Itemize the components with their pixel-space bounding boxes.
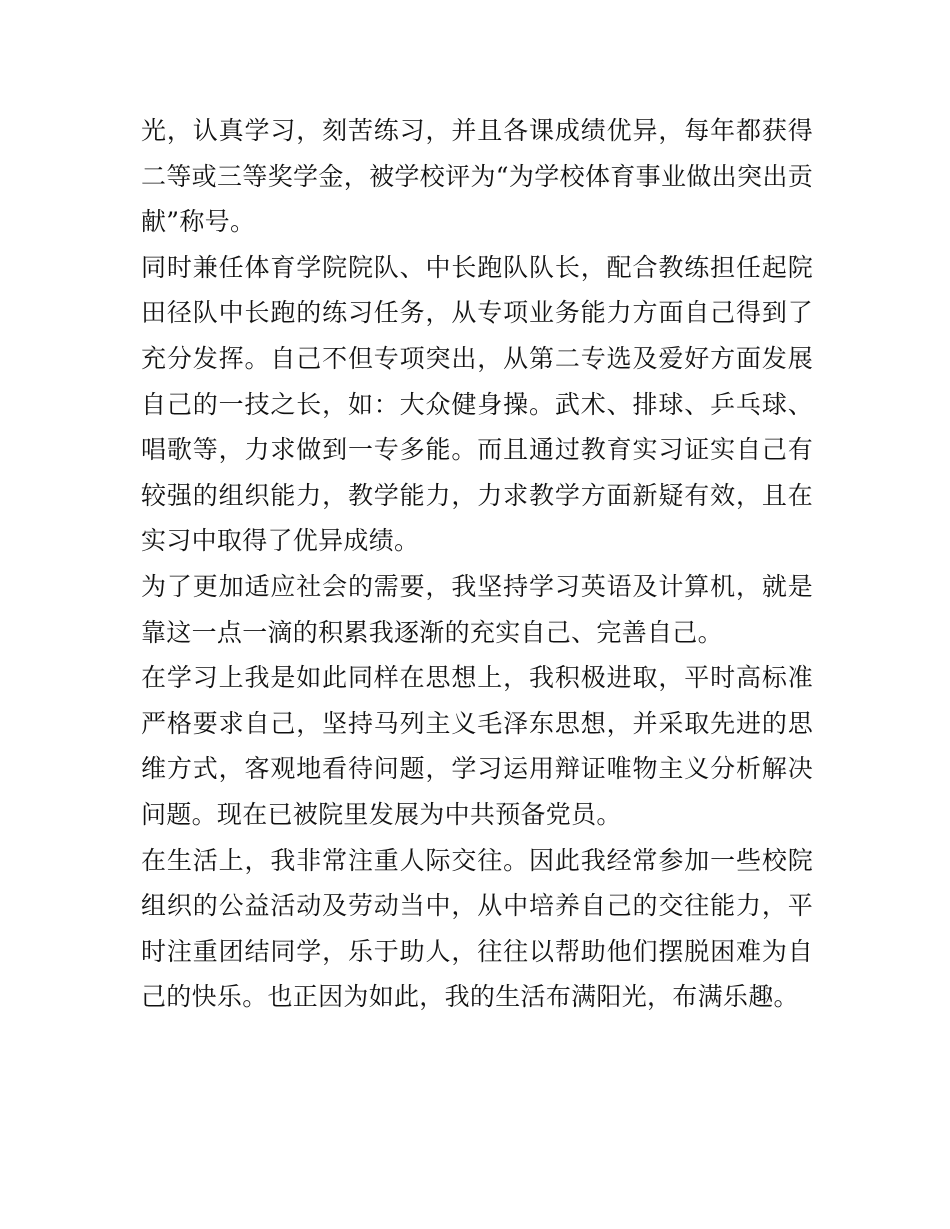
- paragraph: 在生活上，我非常注重人际交往。因此我经常参加一些校院组织的公益活动及劳动当中，从中培养自己的交往能力，平时注重团结同学，乐于助人，往往以帮助他们摆脱困难为自己的快乐。也正因为如此，我的生活布满阳光，布满乐趣。: [141, 845, 813, 1012]
- paragraph: 在学习上我是如此同样在思想上，我积极进取，平时高标准严格要求自己，坚持马列主义毛泽东思想，并采取先进的思维方式，客观地看待问题，学习运用辩证唯物主义分析解决问题。现在已被院里发展为中共预备党员。: [141, 663, 813, 829]
- paragraph: 同时兼任体育学院院队、中长跑队队长，配合教练担任起院田径队中长跑的练习任务，从专项业务能力方面自己得到了充分发挥。自己不但专项突出，从第二专选及爱好方面发展自己的一技之长，如：大众健身操。武术、排球、乒乓球、唱歌等，力求做到一专多能。而且通过教育实习证实自己有较强的组织能力，教学能力，力求教学方面新疑有效，且在实习中取得了优异成绩。: [141, 252, 813, 556]
- paragraph: 光，认真学习，刻苦练习，并且各课成绩优异，每年都获得二等或三等奖学金，被学校评为“为学校体育事业做出突出贡献”称号。: [141, 116, 813, 237]
- document-body: [141, 108, 813, 1020]
- paragraph: 为了更加适应社会的需要，我坚持学习英语及计算机，就是靠这一点一滴的积累我逐渐的充实自己、完善自己。: [141, 571, 813, 647]
